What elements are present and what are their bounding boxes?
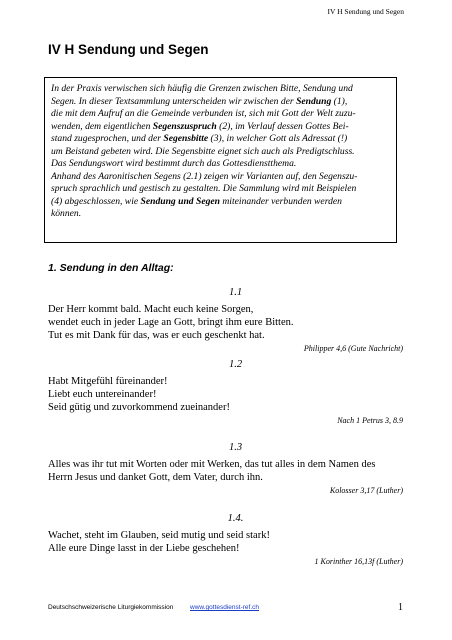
verse-line: Wachet, steht im Glauben, seid mutig und seid stark! (48, 530, 270, 541)
intro-line (51, 171, 390, 184)
verse-line: Tut es mit Dank für das, was er euch geschenkt hat. (48, 330, 265, 341)
intro-text-span: In der Praxis verwischen sich häufig die Grenzen zwischen Bitte, Sendung und (51, 83, 353, 94)
intro-text-span: (1), (331, 95, 348, 107)
intro-text-span: Das Sendungswort wird bestimmt durch das Gottesdienstthema. (51, 158, 297, 169)
verse-line: Seid gütig und zuvorkommend zueinander! (48, 402, 230, 413)
intro-line (51, 208, 390, 221)
verse-reference: Kolosser 3,17 (Luther) (329, 486, 403, 495)
verse-line: Alles was ihr tut mit Worten oder mit Werken, das tut alles in dem Namen des (48, 459, 376, 470)
footer-organization: Deutschschweizerische Liturgiekommission (48, 604, 174, 611)
intro-text-span: (4) abgeschlossen, wie (51, 195, 141, 207)
verse-number: 1.3 (228, 442, 243, 453)
intro-text-span: spruch sprachlich und gestisch zu gestalten. Die Sammlung wird mit Beispielen (51, 183, 357, 194)
verse-number: 1.4. (227, 513, 244, 524)
intro-line (51, 121, 390, 134)
verse-line: Liebt euch untereinander! (48, 389, 157, 400)
intro-text-span: um Beistand gebeten wird. Die Segensbitte eignet sich auch als Predigtschluss. (51, 145, 355, 157)
intro-line (51, 183, 390, 196)
verse-reference: Philipper 4,6 (Gute Nachricht) (303, 344, 403, 353)
intro-bold-term: Sendung und Segen (140, 195, 220, 207)
intro-text-span: wenden, dem eigentlichen (51, 120, 153, 132)
intro-text-span: Segen. In dieser Textsammlung unterscheiden wir zwischen der (51, 95, 297, 107)
intro-line (51, 196, 390, 209)
intro-line (51, 83, 390, 96)
verse-reference: Nach 1 Petrus 3, 8.9 (337, 416, 403, 425)
intro-text-span: miteinander verbunden werden (219, 195, 342, 207)
intro-bold-term: Segensbitte (163, 133, 209, 144)
intro-text-span: Anhand des Aaronitischen Segens (2.1) zeigen wir Varianten auf, den Segenszu- (51, 170, 358, 182)
running-header: IV H Sendung und Segen (327, 7, 404, 16)
intro-line (51, 108, 390, 121)
verse-line: Alle eure Dinge lasst in der Liebe geschehen! (48, 543, 240, 554)
intro-text-span: stand zugesprochen, und der (51, 133, 164, 144)
intro-line (51, 133, 390, 146)
verse-block (48, 286, 403, 354)
intro-bold-term: Segenszuspruch (152, 120, 217, 132)
intro-text-span: (2), im Verlauf dessen Gottes Bei- (216, 120, 349, 132)
page-title: IV H Sendung und Segen (48, 42, 209, 57)
verse-block (48, 512, 403, 567)
intro-bold-term: Sendung (296, 95, 332, 107)
verse-block (48, 358, 403, 426)
footer-website-link[interactable]: www.gottesdienst-ref.ch (190, 604, 260, 611)
intro-text-span: die mit dem Aufruf an die Gemeinde verbunden ist, sich mit Gott der Welt zuzu- (51, 108, 356, 119)
verse-line: Der Herr kommt bald. Macht euch keine Sorgen, (48, 304, 254, 315)
verse-number: 1.2 (228, 359, 243, 370)
intro-box (44, 77, 397, 243)
verse-number: 1.1 (228, 287, 243, 298)
verse-block (48, 441, 403, 496)
section-heading: 1. Sendung in den Alltag: (48, 262, 174, 274)
intro-line (51, 96, 390, 109)
page-number: 1 (398, 602, 403, 613)
intro-line (51, 158, 390, 171)
verse-line: wendet euch in jeder Lage an Gott, bringt ihm eure Bitten. (48, 317, 294, 328)
verse-line: Herrn Jesus und danket Gott, dem Vater, durch ihn. (48, 472, 263, 483)
intro-text-span: können. (51, 208, 82, 219)
intro-line (51, 146, 390, 159)
intro-text-span: (3), in welcher Gott als Adressat (!) (208, 133, 348, 144)
verse-line: Habt Mitgefühl füreinander! (48, 376, 168, 387)
verse-reference: 1 Korinther 16,13f (Luther) (314, 557, 403, 566)
